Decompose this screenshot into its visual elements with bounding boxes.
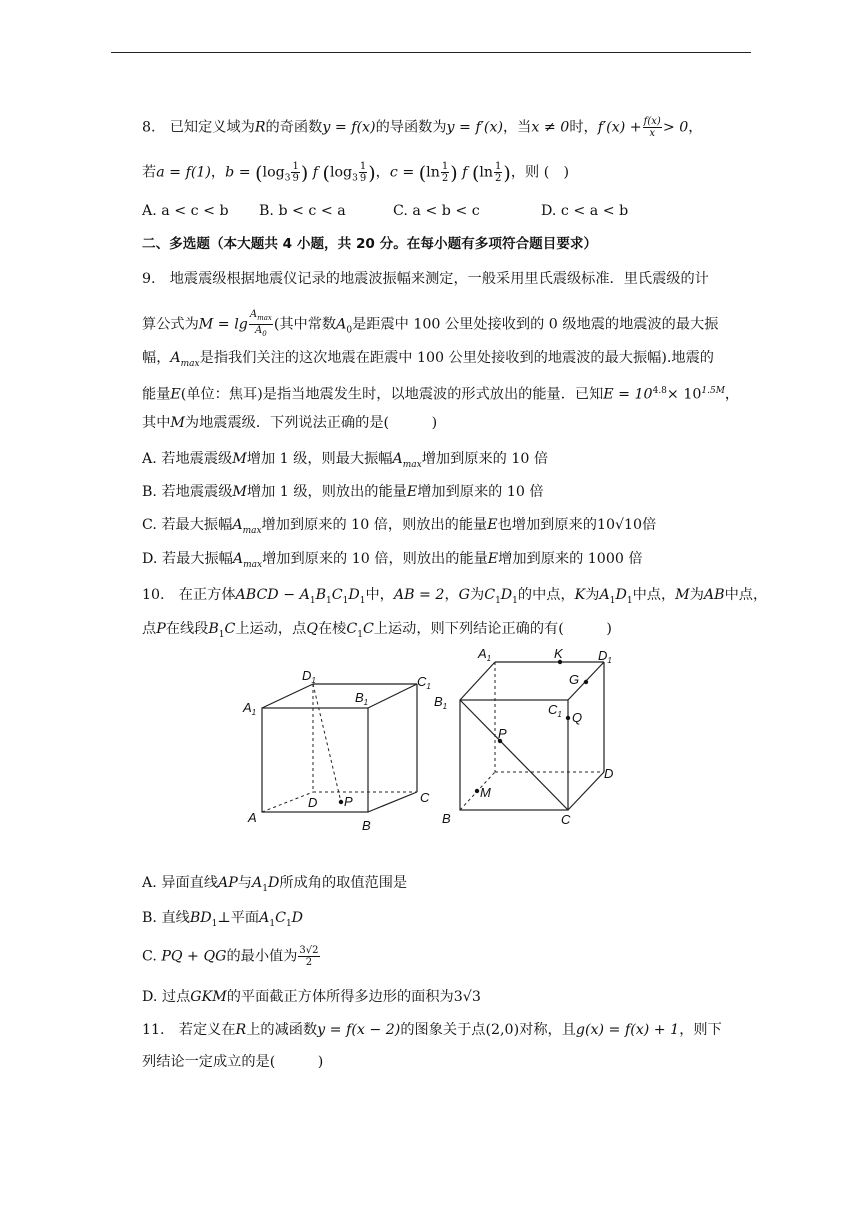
cube1-label-b1: $B_1$ <box>355 690 369 707</box>
cube2-point-m <box>475 789 479 793</box>
header-rule <box>111 52 751 53</box>
q9-option-a: A. 若地震震级M增加 1 级，则最大振幅$A_{max}$增加到原来的 10 倍 <box>142 451 549 470</box>
cube2-label-a1: $A_1$ <box>478 646 492 663</box>
q9-line2: 算公式为M = lg $\frac{A_{max}}{A_0}$ (其中常数$A_0$是距震中 100 公里处接收到的 0 级地震的地震波的最大振 <box>142 309 719 338</box>
cube-figure-2 <box>432 642 632 830</box>
q8-option-d: D. c < a < b <box>541 203 629 219</box>
cube2-edge-b1a1 <box>460 662 495 700</box>
cube1-point-p <box>339 800 343 804</box>
q9-option-b: B. 若地震震级M增加 1 级，则放出的能量E增加到原来的 10 倍 <box>142 484 544 500</box>
cube1-label-c1: $C_1$ <box>417 674 431 691</box>
cube2-label-d: D <box>604 766 614 781</box>
cube1-label-c: C <box>420 790 430 805</box>
cube-figure-1 <box>240 662 440 834</box>
cube2-point-q <box>566 716 570 720</box>
q8-line2: 若a = f(1)，$b = (\log_3$ $\frac{1}{9}$ ) f ($\log_3$ $\frac{1}{9}$ )，c = (ln $\frac{1}{2}$ ) f (ln $\frac{1}{2}$ )，则 ( ) <box>142 161 569 185</box>
q8-option-a: A. a < c < b <box>142 203 229 219</box>
q8-option-c: C. a < b < c <box>393 203 480 219</box>
cube1-label-d1: $D_1$ <box>302 668 316 685</box>
q10-line1: 10. 在正方体ABCD − $A_1B_1C_1D_1$中，AB = 2，G为$C_1D_1$的中点，K为$A_1D_1$中点，M为AB中点， <box>142 587 768 606</box>
cube2-label-c1: $C_1$ <box>548 702 562 719</box>
q9-line5: 其中M为地震震级．下列说法正确的是( ) <box>142 415 438 431</box>
cube2-label-g: G <box>569 672 580 687</box>
cube1-label-a1: $A_1$ <box>243 700 257 717</box>
cube1-label-a: A <box>248 810 257 825</box>
cube2-edge-cd <box>568 772 604 810</box>
q10-option-b: B. 直线$BD_1\perp$平面$A_1C_1D$ <box>142 910 304 929</box>
cube2-label-q: Q <box>572 710 583 725</box>
q10-option-d: D. 过点GKM的平面截正方体所得多边形的面积为3√3 <box>142 989 481 1005</box>
cube1-hidden-edge-ad <box>262 792 313 812</box>
q10-option-a: A. 异面直线AP与$A_1D$所成角的取值范围是 <box>142 875 408 894</box>
cube1-edge-a1d1 <box>262 684 313 708</box>
cube1-edge-b1c1 <box>368 684 417 708</box>
q8-option-b: B. b < c < a <box>259 203 346 219</box>
q9-line1: 9. 地震震级根据地震仪记录的地震波振幅来测定，一般采用里氏震级标准．里氏震级的计 <box>142 271 709 287</box>
cube1-segment-d1p <box>313 684 341 802</box>
cube1-label-p: P <box>344 794 353 809</box>
fraction-amax-over-a0: $\frac{A_{max}}{A_0}$ <box>249 309 272 338</box>
q9-option-d: D. 若最大振幅$A_{max}$增加到原来的 10 倍，则放出的能量E增加到原来的 1000 倍 <box>142 551 643 570</box>
q10-option-c: C. PQ + QG的最小值为 $\frac{3√2}{2}$ <box>142 945 319 968</box>
cube2-label-b1: $B_1$ <box>434 694 448 711</box>
cube2-label-d1: $D_1$ <box>598 648 612 665</box>
cube2-label-m: M <box>480 785 491 800</box>
fraction-fx-over-x: $\frac{f(x)}{x}$ <box>643 116 661 139</box>
q9-line4: 能量E(单位：焦耳)是指当地震发生时，以地震波的形式放出的能量．已知$E = 10^{4.8}\times 10^{1.5M}$， <box>142 386 740 403</box>
cube1-edge-bc <box>368 792 417 812</box>
fraction-3root2-over-2: $\frac{3√2}{2}$ <box>299 945 319 968</box>
q11-line1: 11. 若定义在R上的减函数y = f(x − 2)的图象关于点(2,0)对称，且g(x) = f(x) + 1，则下 <box>142 1022 722 1038</box>
q8-options <box>142 200 628 222</box>
cube2-label-c: C <box>561 812 571 827</box>
section-heading-multiple-choice: 二、多选题（本大题共 4 小题，共 20 分。在每小题有多项符合题目要求） <box>142 236 598 252</box>
q11-line2: 列结论一定成立的是( ) <box>142 1054 324 1070</box>
cube2-point-g <box>584 680 588 684</box>
cube1-label-d: D <box>308 795 318 810</box>
cube2-label-p: P <box>498 726 507 741</box>
q10-line2: 点P在线段$B_1C$上运动，点Q在棱$C_1C$上运动，则下列结论正确的有( ) <box>142 621 612 640</box>
q8-line1: 8. 已知定义域为R的奇函数y = f(x)的导函数为y = f′(x)，当x ≠ 0时，f′(x) + $\frac{f(x)}{x}$ > 0， <box>142 116 703 139</box>
q9-option-c: C. 若最大振幅$A_{max}$增加到原来的 10 倍，则放出的能量E也增加到原来的10√10倍 <box>142 517 657 536</box>
cube2-label-b: B <box>442 811 451 826</box>
cube2-label-k: K <box>554 646 563 661</box>
q9-line3: 幅，$A_{max}$是指我们关注的这次地震在距震中 100 公里处接收到的地震波的最大振幅).地震的 <box>142 350 714 369</box>
cube1-label-b: B <box>362 818 371 833</box>
